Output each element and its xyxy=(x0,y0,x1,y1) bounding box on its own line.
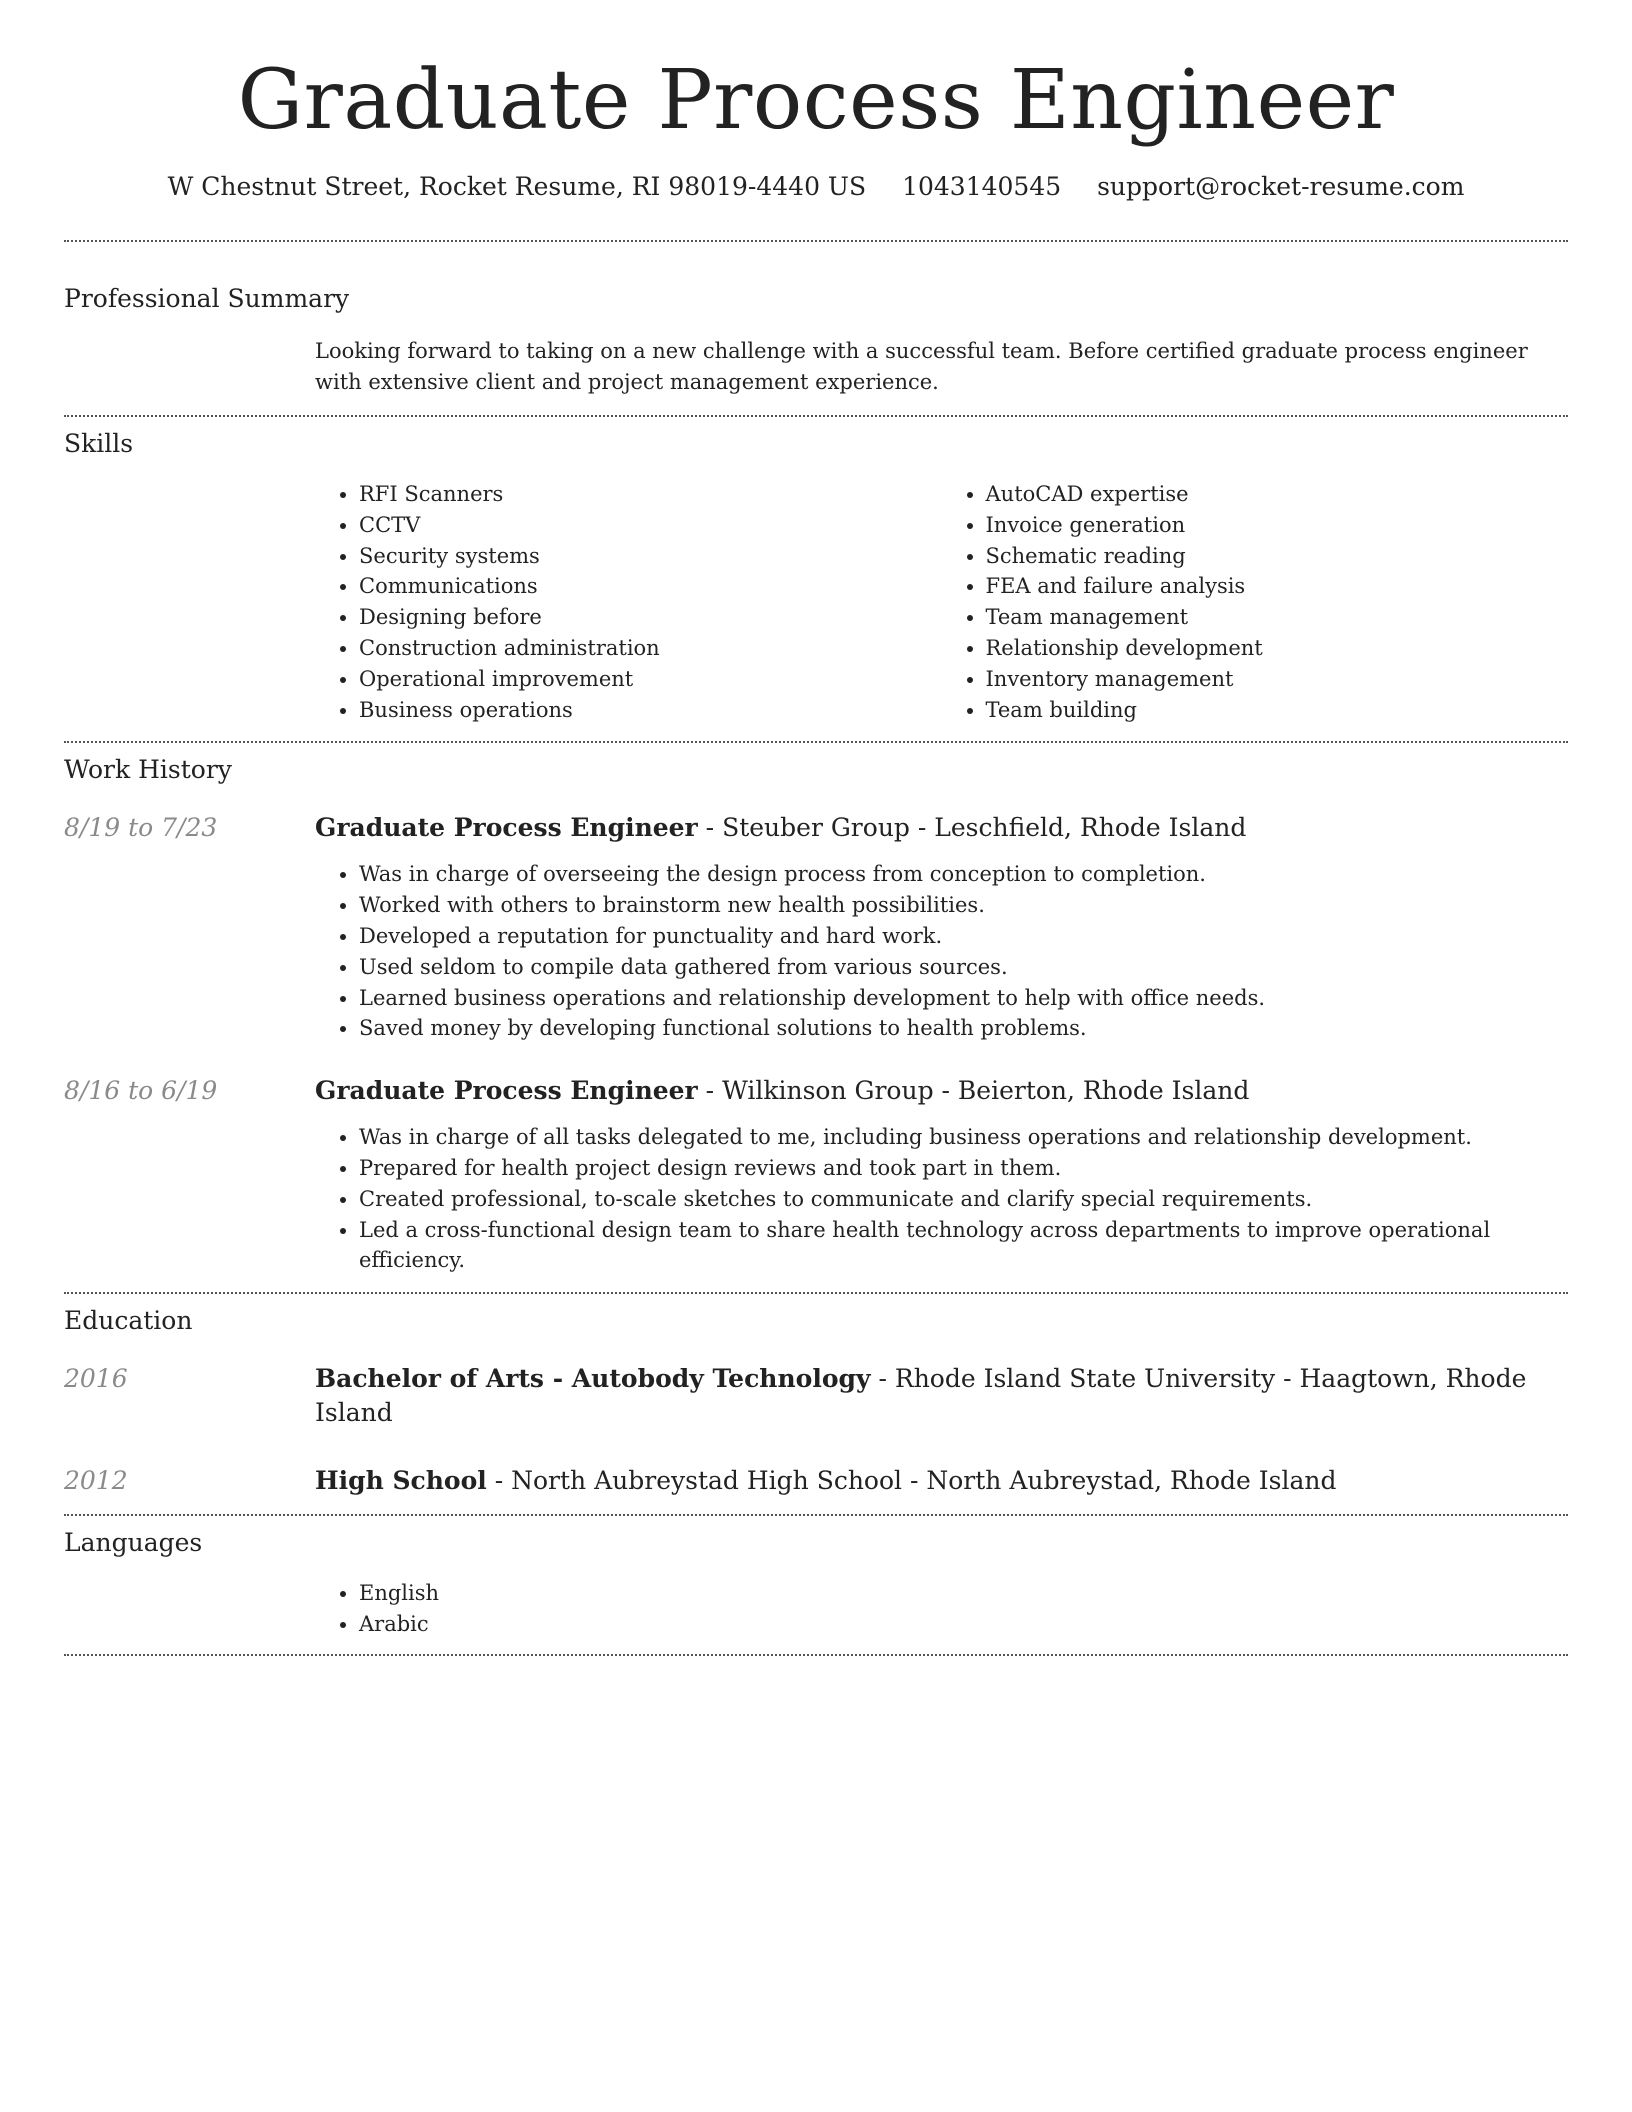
languages-list xyxy=(315,1578,1568,1640)
summary-section xyxy=(64,242,1568,398)
skill-item: • Inventory management xyxy=(986,664,1569,695)
skill-item: • Schematic reading xyxy=(986,541,1569,572)
skill-item: • FEA and failure analysis xyxy=(986,571,1569,602)
education-entry xyxy=(64,1362,1568,1430)
summary-text: Looking forward to taking on a new challenge with a successful team. Before certified graduate process engineer with extensive client and project management experience. xyxy=(315,339,1528,394)
education-degree: Bachelor of Arts - Autobody Technology xyxy=(315,1364,871,1394)
education-school: - North Aubreystad High School - North Aubreystad, Rhode Island xyxy=(486,1466,1337,1496)
language-item: • Arabic xyxy=(359,1609,1568,1640)
skill-item: • Invoice generation xyxy=(986,510,1569,541)
skill-item: • Operational improvement xyxy=(359,664,942,695)
job-bullet: • Worked with others to brainstorm new health possibilities. xyxy=(359,890,1568,921)
skills-list-left xyxy=(315,479,942,725)
education-degree: High School xyxy=(315,1466,487,1496)
skills-section xyxy=(64,417,1568,725)
job-bullet: • Saved money by developing functional solutions to health problems. xyxy=(359,1013,1568,1044)
job-company: - Steuber Group - Leschfield, Rhode Island xyxy=(697,813,1247,843)
skill-item: • Communications xyxy=(359,571,942,602)
section-title-languages: Languages xyxy=(64,1528,203,1558)
work-section xyxy=(64,743,1568,1276)
job-bullets xyxy=(315,1122,1568,1276)
contact-address: W Chestnut Street, Rocket Resume, RI 98019-4440 US xyxy=(167,172,867,201)
job-company: - Wilkinson Group - Beierton, Rhode Island xyxy=(697,1076,1250,1106)
education-year: 2016 xyxy=(64,1364,128,1394)
contact-phone: 1043140545 xyxy=(902,172,1062,201)
education-entry xyxy=(64,1464,1568,1498)
candidate-name: Graduate Process Engineer xyxy=(237,53,1395,148)
job-title xyxy=(315,1074,1249,1108)
skills-list-right xyxy=(942,479,1569,725)
job-bullet: • Was in charge of all tasks delegated to me, including business operations and relationship development. xyxy=(359,1122,1568,1153)
skill-item: • Business operations xyxy=(359,695,942,726)
job-dates: 8/19 to 7/23 xyxy=(64,813,218,843)
education-year: 2012 xyxy=(64,1466,128,1496)
job-bullet: • Created professional, to-scale sketches to communicate and clarify special requirements. xyxy=(359,1184,1568,1215)
divider xyxy=(64,1654,1568,1656)
education-section xyxy=(64,1294,1568,1498)
skill-item: • CCTV xyxy=(359,510,942,541)
education-detail xyxy=(315,1362,1568,1430)
section-title-work: Work History xyxy=(64,755,232,785)
job-title xyxy=(315,811,1246,845)
job-bullet: • Prepared for health project design reviews and took part in them. xyxy=(359,1153,1568,1184)
contact-line xyxy=(64,170,1568,204)
job-bullet: • Led a cross-functional design team to share health technology across departments to improve operational efficiency. xyxy=(359,1215,1568,1277)
resume-page xyxy=(64,0,1568,1656)
languages-section xyxy=(64,1516,1568,1640)
skill-item: • RFI Scanners xyxy=(359,479,942,510)
skill-item: • Relationship development xyxy=(986,633,1569,664)
job-bullet: • Used seldom to compile data gathered from various sources. xyxy=(359,952,1568,983)
skill-item: • Team management xyxy=(986,602,1569,633)
skill-item: • Team building xyxy=(986,695,1569,726)
skill-item: • Designing before xyxy=(359,602,942,633)
job-bullet: • Learned business operations and relationship development to help with office needs. xyxy=(359,983,1568,1014)
education-detail xyxy=(315,1464,1336,1498)
job-role: Graduate Process Engineer xyxy=(315,1076,698,1106)
job-role: Graduate Process Engineer xyxy=(315,813,698,843)
section-title-summary: Professional Summary xyxy=(64,284,350,313)
job-bullet: • Was in charge of overseeing the design process from conception to completion. xyxy=(359,859,1568,890)
skill-item: • Security systems xyxy=(359,541,942,572)
section-title-education: Education xyxy=(64,1306,193,1336)
section-title-skills: Skills xyxy=(64,429,134,458)
education-school: - Rhode Island State University - Haagtown, Rhode Island xyxy=(315,1364,1527,1428)
job-bullet: • Developed a reputation for punctuality and hard work. xyxy=(359,921,1568,952)
job-entry xyxy=(64,811,1568,1044)
skill-item: • AutoCAD expertise xyxy=(986,479,1569,510)
job-entry xyxy=(64,1074,1568,1276)
contact-email: support@rocket-resume.com xyxy=(1097,172,1465,201)
job-bullets xyxy=(315,859,1568,1044)
skill-item: • Construction administration xyxy=(359,633,942,664)
job-dates: 8/16 to 6/19 xyxy=(64,1076,218,1106)
language-item: • English xyxy=(359,1578,1568,1609)
